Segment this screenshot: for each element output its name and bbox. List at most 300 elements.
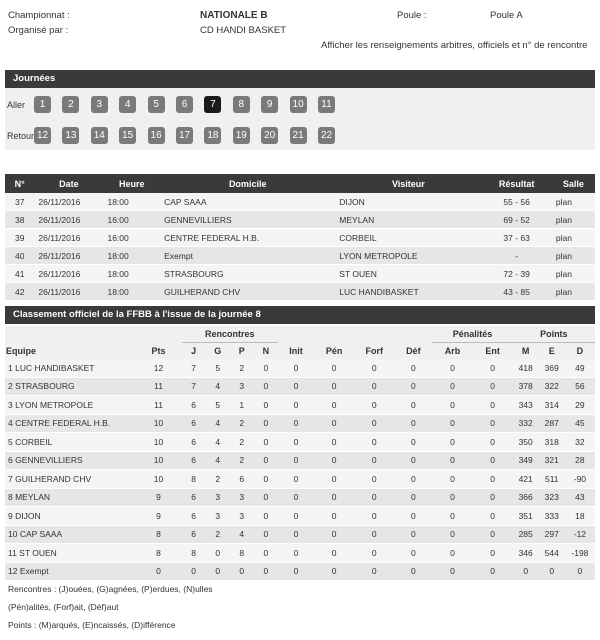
classement-p: 2 [230,433,254,452]
classement-p: 2 [230,414,254,433]
classement-p: 4 [230,525,254,544]
classement-row [5,488,595,507]
classement-row [5,544,595,563]
match-numero: 42 [5,283,34,301]
classement-ent: 0 [473,470,513,489]
classement-header-row-1 [5,326,595,343]
classement-g: 4 [206,377,230,396]
classement-ent: 0 [473,414,513,433]
classement-n: 0 [254,359,278,377]
aller-journee-5-button[interactable]: 5 [148,96,165,113]
classement-pen: 0 [314,507,354,526]
match-heure: 16:00 [103,211,160,229]
classement-e: 321 [539,451,565,470]
classement-g: 5 [206,396,230,415]
h-pen-spacer [314,326,354,343]
classement-n: 0 [254,396,278,415]
classement-team: 9 DIJON [5,507,135,526]
h-pts-spacer [135,326,181,343]
classement-header-row-2 [5,343,595,360]
classement-g: 4 [206,451,230,470]
h-rencontres: Rencontres [182,326,278,343]
classement-d: 49 [565,359,595,377]
classement-arb: 0 [432,451,472,470]
classement-row [5,562,595,581]
classement-j: 6 [182,414,206,433]
poule-value: Poule A [490,10,523,21]
classement-pen: 0 [314,525,354,544]
match-row [5,229,595,247]
classement-d: 18 [565,507,595,526]
organise-value: CD HANDI BASKET [200,25,287,36]
classement-j: 7 [182,377,206,396]
classement-pen: 0 [314,433,354,452]
championnat-label: Championnat : [8,10,70,21]
classement-g: 3 [206,507,230,526]
classement-j: 8 [182,470,206,489]
classement-team: 11 ST OUEN [5,544,135,563]
classement-p: 3 [230,488,254,507]
classement-pen: 0 [314,414,354,433]
classement-arb: 0 [432,544,472,563]
h-def-spacer [394,326,432,343]
h-penalites: Pénalités [432,326,512,343]
classement-n: 0 [254,451,278,470]
classement-d: 28 [565,451,595,470]
classement-pts: 11 [135,377,181,396]
classement-n: 0 [254,507,278,526]
match-row [5,265,595,283]
classement-n: 0 [254,562,278,581]
classement-ent: 0 [473,359,513,377]
classement-n: 0 [254,433,278,452]
match-salle-link[interactable]: plan [552,229,595,247]
classement-m: 351 [513,507,539,526]
retour-label: Retour [7,131,35,141]
classement-m: 421 [513,470,539,489]
classement-p: 1 [230,396,254,415]
retour-journee-16-button[interactable]: 16 [148,127,165,144]
classement-arb: 0 [432,414,472,433]
classement-init: 0 [278,562,314,581]
classement-pen: 0 [314,470,354,489]
classement-ent: 0 [473,562,513,581]
col-domicile: Domicile [160,174,335,193]
retour-journee-14-button[interactable]: 14 [91,127,108,144]
organise-label: Organisé par : [8,25,69,36]
match-domicile: STRASBOURG [160,265,335,283]
classement-pen: 0 [314,562,354,581]
classement-team: 2 STRASBOURG [5,377,135,396]
retour-journee-22-button[interactable]: 22 [318,127,335,144]
match-salle-link[interactable]: plan [552,283,595,301]
classement-ent: 0 [473,507,513,526]
classement-team: 4 CENTRE FEDERAL H.B. [5,414,135,433]
match-heure: 16:00 [103,229,160,247]
classement-e: 318 [539,433,565,452]
match-visiteur: DIJON [335,193,481,211]
classement-pts: 10 [135,470,181,489]
match-visiteur: ST OUEN [335,265,481,283]
classement-n: 0 [254,470,278,489]
classement-ent: 0 [473,451,513,470]
match-numero: 37 [5,193,34,211]
classement-d: 43 [565,488,595,507]
match-resultat: 55 - 56 [481,193,551,211]
classement-g: 3 [206,488,230,507]
classement-d: 56 [565,377,595,396]
h-forf: Forf [354,343,394,360]
classement-pen: 0 [314,451,354,470]
classement-pen: 0 [314,359,354,377]
col-resultat: Résultat [481,174,551,193]
classement-arb: 0 [432,359,472,377]
classement-pen: 0 [314,396,354,415]
classement-init: 0 [278,525,314,544]
aller-journee-11-button[interactable]: 11 [318,96,335,113]
classement-n: 0 [254,414,278,433]
classement-row [5,359,595,377]
match-row [5,211,595,229]
h-n: N [254,343,278,360]
classement-arb: 0 [432,433,472,452]
retour-journee-18-button[interactable]: 18 [204,127,221,144]
classement-ent: 0 [473,377,513,396]
aller-journee-7-button[interactable]: 7 [204,96,221,113]
aller-journee-2-button[interactable]: 2 [62,96,79,113]
classement-forf: 0 [354,470,394,489]
classement-pts: 10 [135,414,181,433]
classement-m: 346 [513,544,539,563]
classement-j: 6 [182,507,206,526]
classement-p: 0 [230,562,254,581]
classement-p: 2 [230,451,254,470]
classement-d: -90 [565,470,595,489]
classement-init: 0 [278,544,314,563]
classement-m: 366 [513,488,539,507]
classement-forf: 0 [354,562,394,581]
match-visiteur: LYON METROPOLE [335,247,481,265]
classement-team: 7 GUILHERAND CHV [5,470,135,489]
match-visiteur: MEYLAN [335,211,481,229]
aller-journee-4-button[interactable]: 4 [119,96,136,113]
classement-m: 349 [513,451,539,470]
classement-pen: 0 [314,488,354,507]
classement-j: 6 [182,525,206,544]
classement-init: 0 [278,451,314,470]
classement-arb: 0 [432,377,472,396]
h-equipe-spacer [5,326,135,343]
match-numero: 38 [5,211,34,229]
classement-g: 2 [206,470,230,489]
classement-p: 2 [230,359,254,377]
match-row [5,247,595,265]
classement-init: 0 [278,433,314,452]
h-points: Points [513,326,595,343]
classement-team: 3 LYON METROPOLE [5,396,135,415]
col-heure: Heure [103,174,160,193]
classement-pts: 12 [135,359,181,377]
classement-arb: 0 [432,525,472,544]
match-row [5,283,595,301]
classement-def: 0 [394,562,432,581]
classement-ent: 0 [473,544,513,563]
legend-points: Points : (M)arqués, (E)ncaissés, (D)ifférence [8,620,176,630]
classement-arb: 0 [432,562,472,581]
classement-row [5,433,595,452]
match-resultat: 72 - 39 [481,265,551,283]
classement-ent: 0 [473,433,513,452]
retour-journee-15-button[interactable]: 15 [119,127,136,144]
match-domicile: GENNEVILLIERS [160,211,335,229]
match-heure: 18:00 [103,193,160,211]
aller-journee-1-button[interactable]: 1 [34,96,51,113]
classement-d: -12 [565,525,595,544]
classement-forf: 0 [354,396,394,415]
classement-d: 32 [565,433,595,452]
h-d: D [565,343,595,360]
classement-row [5,470,595,489]
aller-journee-10-button[interactable]: 10 [290,96,307,113]
match-salle-link[interactable]: plan [552,193,595,211]
col-visiteur: Visiteur [335,174,481,193]
classement-g: 2 [206,525,230,544]
matches-table [5,174,595,301]
poule-label: Poule : [397,10,427,21]
match-row [5,193,595,211]
classement-team: 6 GENNEVILLIERS [5,451,135,470]
classement-init: 0 [278,377,314,396]
retour-journee-20-button[interactable]: 20 [261,127,278,144]
classement-pts: 10 [135,433,181,452]
classement-m: 418 [513,359,539,377]
match-heure: 18:00 [103,247,160,265]
classement-j: 6 [182,488,206,507]
classement-forf: 0 [354,414,394,433]
match-date: 26/11/2016 [34,211,103,229]
classement-ent: 0 [473,525,513,544]
match-domicile: CAP SAAA [160,193,335,211]
classement-e: 369 [539,359,565,377]
aller-journee-6-button[interactable]: 6 [176,96,193,113]
retour-journee-17-button[interactable]: 17 [176,127,193,144]
retour-journee-12-button[interactable]: 12 [34,127,51,144]
classement-d: 29 [565,396,595,415]
match-numero: 41 [5,265,34,283]
championnat-value: NATIONALE B [200,10,268,21]
classement-forf: 0 [354,507,394,526]
classement-row [5,507,595,526]
classement-g: 0 [206,544,230,563]
classement-init: 0 [278,414,314,433]
classement-row [5,377,595,396]
classement-row [5,451,595,470]
classement-init: 0 [278,470,314,489]
classement-init: 0 [278,359,314,377]
classement-e: 333 [539,507,565,526]
match-domicile: Exempt [160,247,335,265]
match-visiteur: CORBEIL [335,229,481,247]
classement-def: 0 [394,359,432,377]
classement-table [5,326,595,581]
h-pts: Pts [135,343,181,360]
classement-pts: 8 [135,544,181,563]
retour-journee-21-button[interactable]: 21 [290,127,307,144]
classement-n: 0 [254,377,278,396]
classement-p: 6 [230,470,254,489]
match-heure: 18:00 [103,265,160,283]
h-equipe: Equipe [5,343,135,360]
h-e: E [539,343,565,360]
classement-def: 0 [394,396,432,415]
match-visiteur: LUC HANDIBASKET [335,283,481,301]
classement-p: 8 [230,544,254,563]
match-resultat: - [481,247,551,265]
classement-team: 8 MEYLAN [5,488,135,507]
classement-team: 5 CORBEIL [5,433,135,452]
classement-m: 285 [513,525,539,544]
classement-e: 322 [539,377,565,396]
classement-p: 3 [230,377,254,396]
classement-e: 544 [539,544,565,563]
match-salle-link[interactable]: plan [552,211,595,229]
h-g: G [206,343,230,360]
classement-team: 10 CAP SAAA [5,525,135,544]
match-date: 26/11/2016 [34,265,103,283]
classement-pts: 10 [135,451,181,470]
aller-journee-3-button[interactable]: 3 [91,96,108,113]
classement-init: 0 [278,488,314,507]
match-numero: 39 [5,229,34,247]
retour-journee-19-button[interactable]: 19 [233,127,250,144]
classement-forf: 0 [354,544,394,563]
classement-m: 343 [513,396,539,415]
classement-m: 378 [513,377,539,396]
classement-forf: 0 [354,488,394,507]
classement-p: 3 [230,507,254,526]
match-date: 26/11/2016 [34,229,103,247]
classement-d: 45 [565,414,595,433]
classement-e: 287 [539,414,565,433]
match-date: 26/11/2016 [34,193,103,211]
classement-row [5,525,595,544]
classement-forf: 0 [354,451,394,470]
h-m: M [513,343,539,360]
classement-forf: 0 [354,525,394,544]
match-heure: 18:00 [103,283,160,301]
classement-m: 0 [513,562,539,581]
classement-pen: 0 [314,544,354,563]
classement-arb: 0 [432,488,472,507]
classement-n: 0 [254,544,278,563]
classement-def: 0 [394,470,432,489]
classement-def: 0 [394,488,432,507]
classement-e: 314 [539,396,565,415]
classement-pts: 11 [135,396,181,415]
classement-j: 6 [182,451,206,470]
match-domicile: CENTRE FEDERAL H.B. [160,229,335,247]
h-j: J [182,343,206,360]
classement-team: 1 LUC HANDIBASKET [5,359,135,377]
classement-def: 0 [394,433,432,452]
classement-pts: 8 [135,525,181,544]
aller-journee-9-button[interactable]: 9 [261,96,278,113]
match-numero: 40 [5,247,34,265]
match-salle-link[interactable]: plan [552,265,595,283]
classement-pts: 9 [135,488,181,507]
classement-n: 0 [254,488,278,507]
classement-def: 0 [394,525,432,544]
classement-e: 297 [539,525,565,544]
match-resultat: 37 - 63 [481,229,551,247]
classement-pts: 0 [135,562,181,581]
aller-journee-8-button[interactable]: 8 [233,96,250,113]
legend-rencontres: Rencontres : (J)ouées, (G)agnées, (P)erdues, (N)ulles [8,584,213,594]
classement-arb: 0 [432,396,472,415]
match-resultat: 43 - 85 [481,283,551,301]
classement-j: 6 [182,396,206,415]
legend-penalites: (Pén)alités, (Forf)ait, (Déf)aut [8,602,119,612]
classement-g: 5 [206,359,230,377]
classement-def: 0 [394,507,432,526]
h-pen: Pén [314,343,354,360]
retour-journee-13-button[interactable]: 13 [62,127,79,144]
classement-def: 0 [394,451,432,470]
classement-g: 4 [206,414,230,433]
classement-title: Classement officiel de la FFBB à l'issue de la journée 8 [5,306,595,324]
classement-team: 12 Exempt [5,562,135,581]
classement-def: 0 [394,377,432,396]
h-p: P [230,343,254,360]
classement-def: 0 [394,414,432,433]
h-init-spacer [278,326,314,343]
match-date: 26/11/2016 [34,283,103,301]
classement-j: 7 [182,359,206,377]
classement-ent: 0 [473,396,513,415]
classement-arb: 0 [432,470,472,489]
match-domicile: GUILHERAND CHV [160,283,335,301]
classement-init: 0 [278,507,314,526]
info-link[interactable]: Afficher les renseignements arbitres, officiels et n° de rencontre [321,40,588,51]
h-init: Init [278,343,314,360]
col-numero: N° [5,174,34,193]
classement-g: 4 [206,433,230,452]
aller-label: Aller [7,100,26,110]
classement-pen: 0 [314,377,354,396]
h-def: Déf [394,343,432,360]
classement-forf: 0 [354,359,394,377]
h-arb: Arb [432,343,472,360]
classement-e: 511 [539,470,565,489]
classement-e: 0 [539,562,565,581]
journees-title: Journées [5,70,595,88]
classement-arb: 0 [432,507,472,526]
classement-forf: 0 [354,377,394,396]
classement-pts: 9 [135,507,181,526]
match-salle-link[interactable]: plan [552,247,595,265]
classement-n: 0 [254,525,278,544]
classement-d: -198 [565,544,595,563]
classement-init: 0 [278,396,314,415]
h-forf-spacer [354,326,394,343]
classement-row [5,414,595,433]
classement-j: 8 [182,544,206,563]
h-ent: Ent [473,343,513,360]
match-resultat: 69 - 52 [481,211,551,229]
classement-ent: 0 [473,488,513,507]
classement-e: 323 [539,488,565,507]
classement-d: 0 [565,562,595,581]
